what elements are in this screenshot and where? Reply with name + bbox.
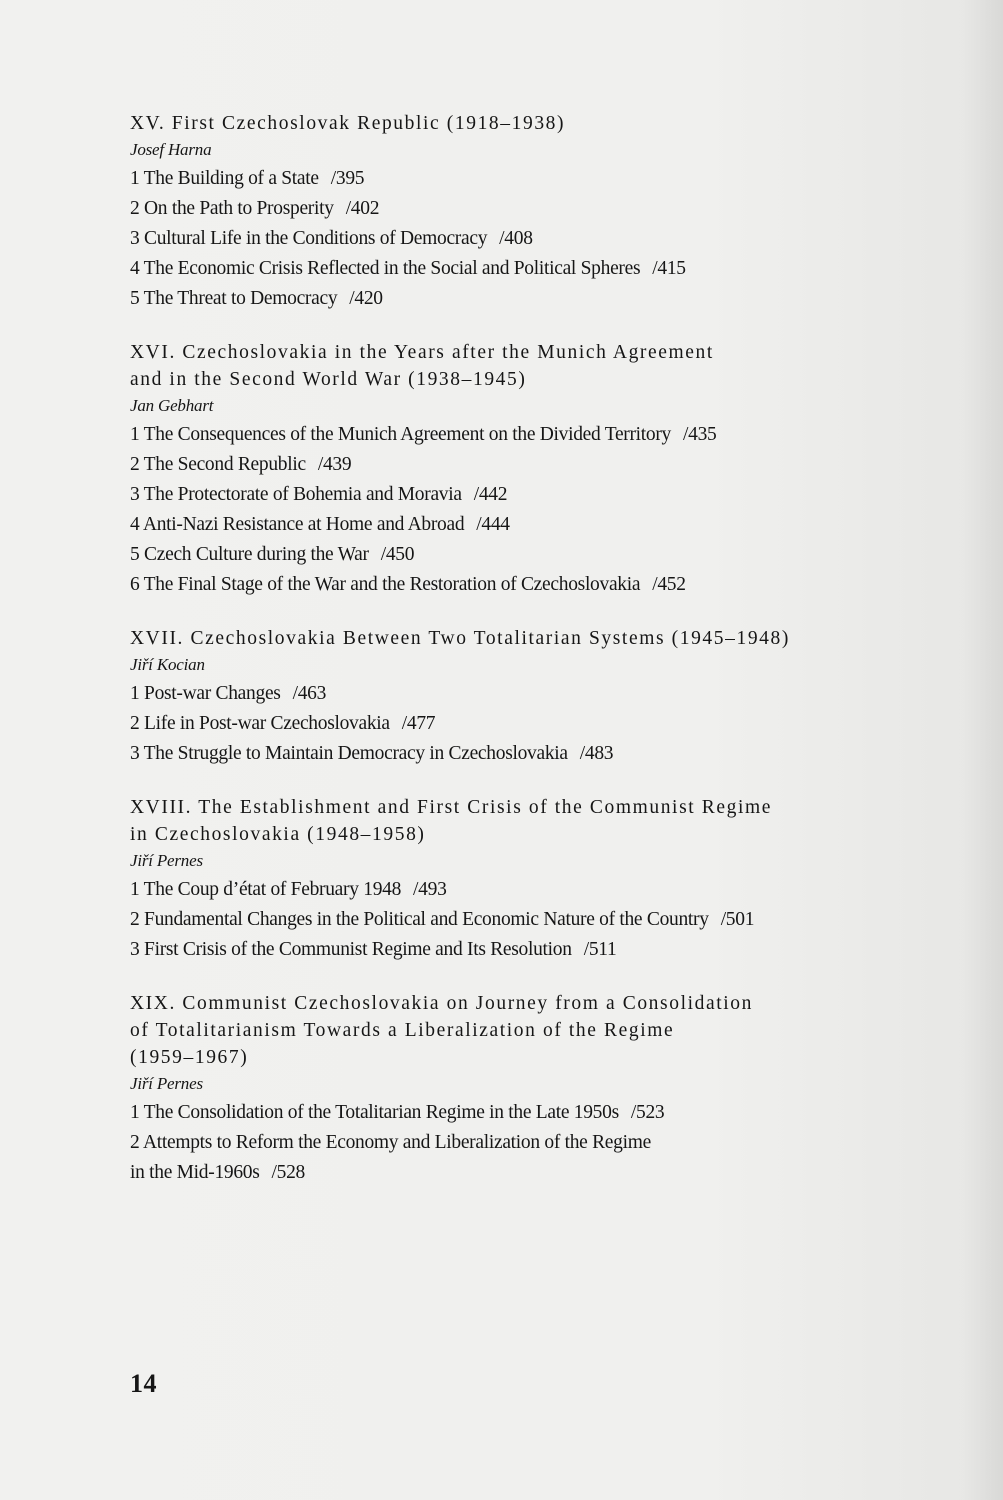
part-heading: XVI. Czechoslovakia in the Years after the Munich Agreement and in the Second World War (1938–1945) (130, 342, 714, 390)
chapter-list (130, 679, 930, 769)
chapter-page-ref: /528 (271, 1162, 305, 1183)
part-author: Josef Harna (130, 140, 212, 159)
chapter-page-ref: /402 (345, 198, 380, 219)
chapter-title: 3 The Struggle to Maintain Democracy in Czechoslovakia (130, 743, 568, 764)
chapter-page-ref: /408 (499, 228, 533, 249)
chapter-title: 3 Cultural Life in the Conditions of Democracy (130, 228, 488, 249)
toc-part (130, 339, 930, 600)
chapter-page-ref: /493 (413, 879, 447, 900)
chapter-title: 4 The Economic Crisis Reflected in the Social and Political Spheres (130, 258, 641, 279)
chapter-page-ref: /444 (476, 514, 510, 535)
chapter-entry (130, 164, 930, 194)
chapter-entry (130, 679, 930, 709)
page-number: 14 (130, 1369, 157, 1398)
page-edge-shadow (963, 0, 1003, 1500)
chapter-entry (130, 420, 930, 450)
chapter-title: 2 The Second Republic (130, 454, 306, 475)
chapter-entry (130, 224, 930, 254)
chapter-entry (130, 1098, 930, 1128)
part-author: Jiří Kocian (130, 655, 205, 674)
chapter-title: 1 The Consequences of the Munich Agreement on the Divided Territory (130, 424, 672, 445)
toc-part (130, 625, 930, 769)
chapter-list (130, 1098, 930, 1188)
chapter-list (130, 420, 930, 600)
chapter-page-ref: /477 (401, 713, 436, 734)
chapter-title: 4 Anti-Nazi Resistance at Home and Abroad (130, 514, 465, 535)
chapter-entry (130, 709, 930, 739)
chapter-entry (130, 284, 930, 314)
chapter-title: 6 The Final Stage of the War and the Restoration of Czechoslovakia (130, 574, 641, 595)
chapter-page-ref: /395 (330, 168, 365, 189)
part-author: Jiří Pernes (130, 1074, 203, 1093)
chapter-page-ref: /420 (349, 288, 383, 309)
chapter-list (130, 875, 930, 965)
chapter-entry (130, 905, 930, 935)
chapter-list (130, 164, 930, 314)
chapter-page-ref: /483 (579, 743, 614, 764)
chapter-title: 5 Czech Culture during the War (130, 544, 369, 565)
chapter-title: 2 Attempts to Reform the Economy and Liberalization of the Regime in the Mid-1960s (130, 1132, 651, 1183)
chapter-title: 5 The Threat to Democracy (130, 288, 338, 309)
chapter-page-ref: /442 (473, 484, 508, 505)
chapter-entry (130, 540, 930, 570)
part-heading: XVII. Czechoslovakia Between Two Totalitarian Systems (1945–1948) (130, 628, 790, 649)
chapter-entry (130, 570, 930, 600)
chapter-entry (130, 739, 930, 769)
chapter-title: 2 Life in Post-war Czechoslovakia (130, 713, 390, 734)
chapter-page-ref: /463 (292, 683, 327, 704)
chapter-entry (130, 254, 930, 284)
part-author: Jan Gebhart (130, 396, 214, 415)
chapter-title: 1 The Coup d’état of February 1948 (130, 879, 402, 900)
chapter-title: 2 On the Path to Prosperity (130, 198, 334, 219)
chapter-page-ref: /450 (380, 544, 415, 565)
chapter-title: 2 Fundamental Changes in the Political and Economic Nature of the Country (130, 909, 709, 930)
chapter-page-ref: /501 (720, 909, 755, 930)
chapter-title: 1 The Consolidation of the Totalitarian Regime in the Late 1950s (130, 1102, 619, 1123)
chapter-entry (130, 510, 930, 540)
part-heading: XIX. Communist Czechoslovakia on Journey from a Consolidation of Totalitarianism Towards a Liberalization of the Regime (1959–1967) (130, 993, 753, 1068)
chapter-title: 3 The Protectorate of Bohemia and Moravia (130, 484, 462, 505)
part-heading: XV. First Czechoslovak Republic (1918–1938) (130, 113, 566, 134)
table-of-contents (130, 110, 930, 1213)
chapter-title: 1 The Building of a State (130, 168, 319, 189)
chapter-page-ref: /439 (317, 454, 352, 475)
chapter-entry (130, 935, 930, 965)
chapter-entry (130, 1128, 930, 1188)
toc-part (130, 990, 930, 1188)
toc-part (130, 794, 930, 965)
chapter-entry (130, 450, 930, 480)
chapter-page-ref: /511 (583, 939, 617, 960)
chapter-page-ref: /452 (652, 574, 686, 595)
chapter-entry (130, 194, 930, 224)
part-heading: XVIII. The Establishment and First Crisis of the Communist Regime in Czechoslovakia (1948–1958) (130, 797, 773, 845)
chapter-page-ref: /523 (630, 1102, 665, 1123)
chapter-entry (130, 875, 930, 905)
chapter-title: 1 Post-war Changes (130, 683, 281, 704)
chapter-entry (130, 480, 930, 510)
chapter-page-ref: /435 (683, 424, 717, 445)
toc-part (130, 110, 930, 314)
part-author: Jiří Pernes (130, 851, 203, 870)
chapter-page-ref: /415 (652, 258, 686, 279)
chapter-title: 3 First Crisis of the Communist Regime and Its Resolution (130, 939, 572, 960)
